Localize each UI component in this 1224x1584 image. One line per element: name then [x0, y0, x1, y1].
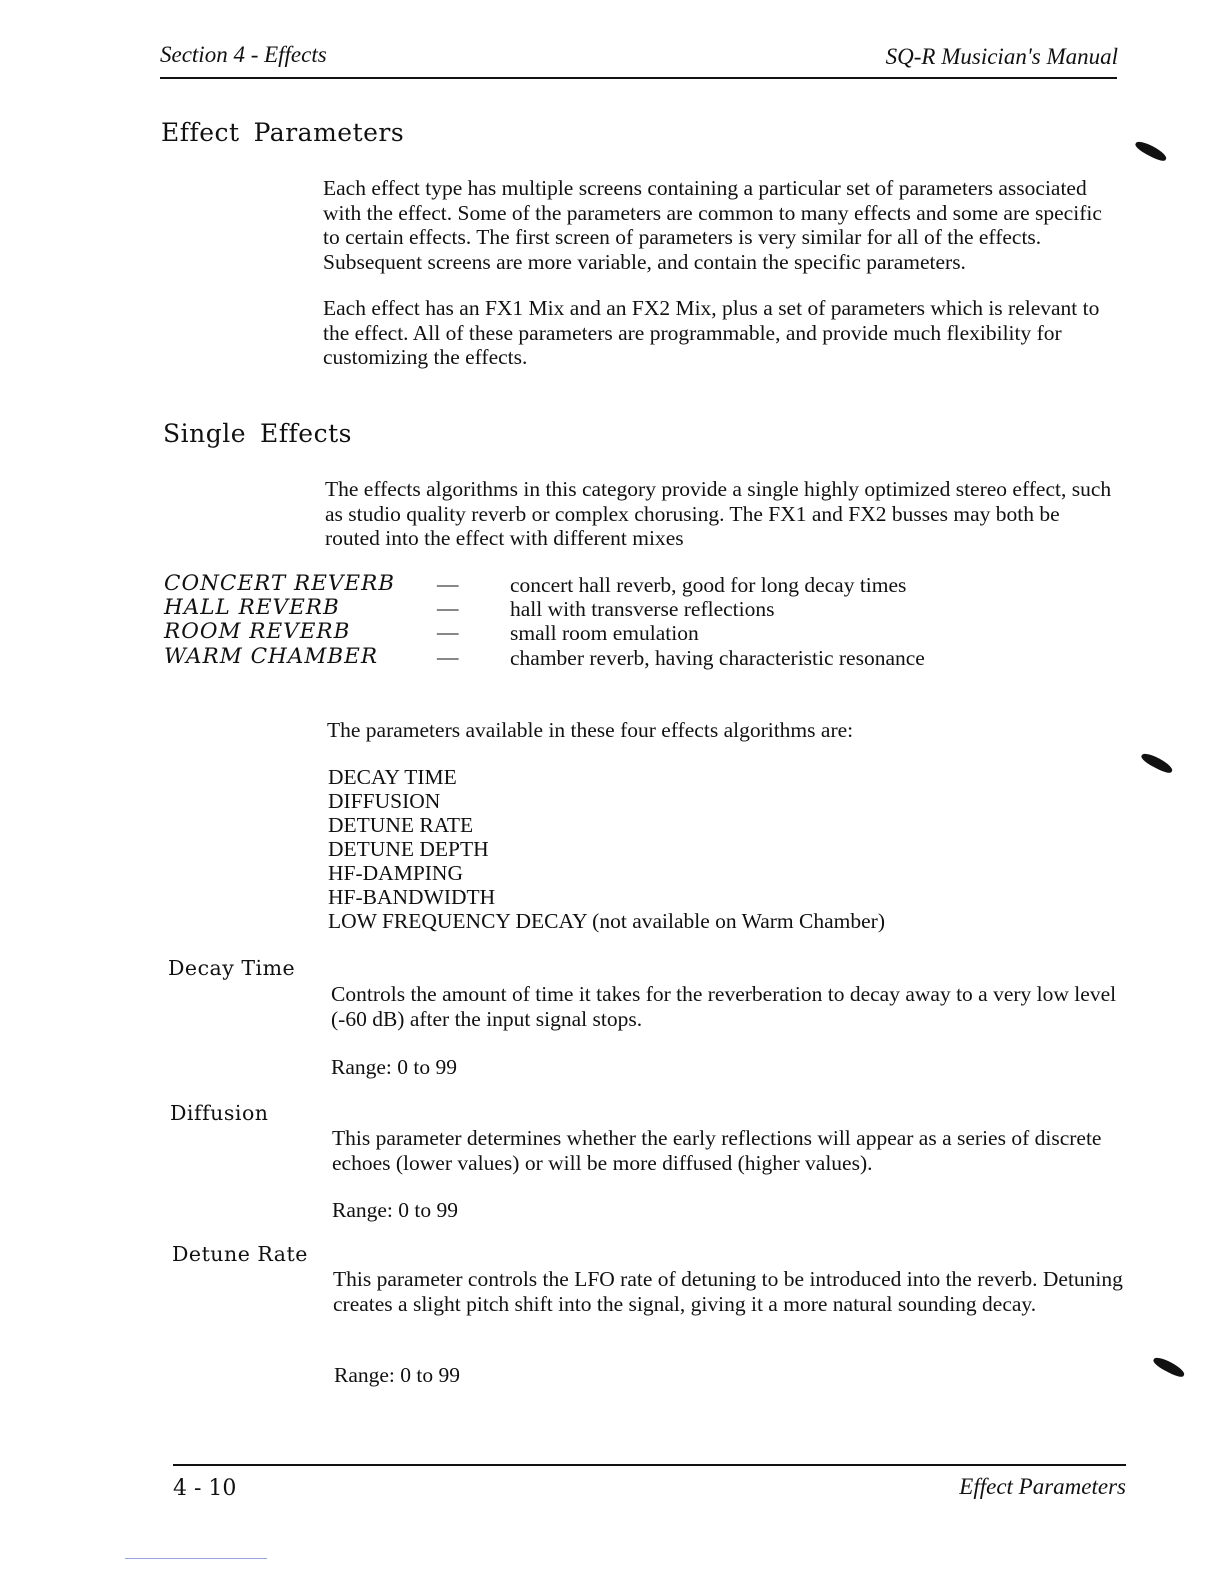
- decay-time-range: Range: 0 to 99: [331, 1055, 457, 1079]
- single-effects-intro: The effects algorithms in this category provide a single highly optimized stereo effect, such as studio quality reverb or complex chorusing. The FX1 and FX2 busses may both be routed into the effect with different mixes: [325, 477, 1112, 550]
- punch-mark-icon: [1140, 751, 1175, 776]
- footer-title: Effect Parameters: [959, 1474, 1126, 1499]
- detune-rate-text: This parameter controls the LFO rate of detuning to be introduced into the reverb. Detuning creates a slight pitch shift into the signal, giving it a more natural sounding decay.: [333, 1267, 1123, 1316]
- list-item: DETUNE DEPTH: [328, 837, 489, 861]
- algorithm-name: ROOM REVERB: [164, 619, 351, 644]
- header-section-label: Section 4 - Effects: [160, 42, 327, 67]
- params-intro: The parameters available in these four effects algorithms are:: [327, 718, 854, 742]
- diffusion-range: Range: 0 to 99: [332, 1198, 458, 1222]
- punch-mark-icon: [1152, 1355, 1187, 1380]
- page-number: 4 - 10: [173, 1476, 237, 1501]
- list-item: DETUNE RATE: [328, 813, 474, 837]
- list-item: HF-BANDWIDTH: [328, 885, 496, 909]
- subheading-diffusion: Diffusion: [170, 1101, 269, 1125]
- heading-word: Parameters: [253, 118, 405, 147]
- list-item: DECAY TIME: [328, 765, 457, 789]
- heading-effect-parameters: [161, 118, 404, 147]
- effect-parameters-body: [323, 176, 1113, 370]
- footer-rule: [173, 1464, 1126, 1466]
- heading-word: Effect: [161, 118, 240, 147]
- punch-mark-icon: [1134, 139, 1169, 164]
- list-item: LOW FREQUENCY DECAY (not available on Warm Chamber): [328, 909, 885, 933]
- scan-artifact-line: [125, 1558, 267, 1559]
- header-rule: [160, 77, 1117, 79]
- algorithm-desc: small room emulation: [510, 621, 699, 645]
- algorithm-name: WARM CHAMBER: [164, 644, 379, 669]
- parameter-list: [328, 765, 885, 933]
- algorithm-desc: hall with transverse reflections: [510, 597, 775, 621]
- subheading-decay-time: Decay Time: [168, 956, 296, 980]
- subheading-detune-rate: Detune Rate: [172, 1242, 308, 1266]
- algorithm-dash: —: [437, 645, 459, 669]
- paragraph: Each effect has an FX1 Mix and an FX2 Mix, plus a set of parameters which is relevant to the effect. All of these parameters are programmable, and provide much flexibility for customizing the effects.: [323, 296, 1100, 369]
- algorithm-dash: —: [437, 596, 459, 620]
- heading-single-effects: [163, 419, 352, 448]
- diffusion-text: This parameter determines whether the early reflections will appear as a series of discrete echoes (lower values) or will be more diffused (higher values).: [332, 1126, 1102, 1175]
- list-item: DIFFUSION: [328, 789, 441, 813]
- heading-word: Effects: [260, 419, 352, 448]
- header-manual-title: SQ-R Musician's Manual: [885, 44, 1118, 69]
- algorithm-name: CONCERT REVERB: [164, 571, 396, 596]
- algorithm-desc: chamber reverb, having characteristic resonance: [510, 646, 925, 670]
- detune-rate-range: Range: 0 to 99: [334, 1363, 460, 1387]
- algorithm-name: HALL REVERB: [164, 595, 340, 620]
- decay-time-text: Controls the amount of time it takes for the reverberation to decay away to a very low level (-60 dB) after the input signal stops.: [331, 982, 1117, 1031]
- algorithm-dash: —: [437, 620, 459, 644]
- heading-word: Single: [163, 419, 247, 448]
- algorithm-desc: concert hall reverb, good for long decay times: [510, 573, 907, 597]
- paragraph: Each effect type has multiple screens containing a particular set of parameters associated with the effect. Some of the parameters are common to many effects and some are specific to certain effects. The first screen of parameters is very similar for all of the effects. Subsequent screens are more variable, and contain the specific parameters.: [323, 176, 1102, 274]
- algorithm-dash: —: [437, 572, 459, 596]
- list-item: HF-DAMPING: [328, 861, 463, 885]
